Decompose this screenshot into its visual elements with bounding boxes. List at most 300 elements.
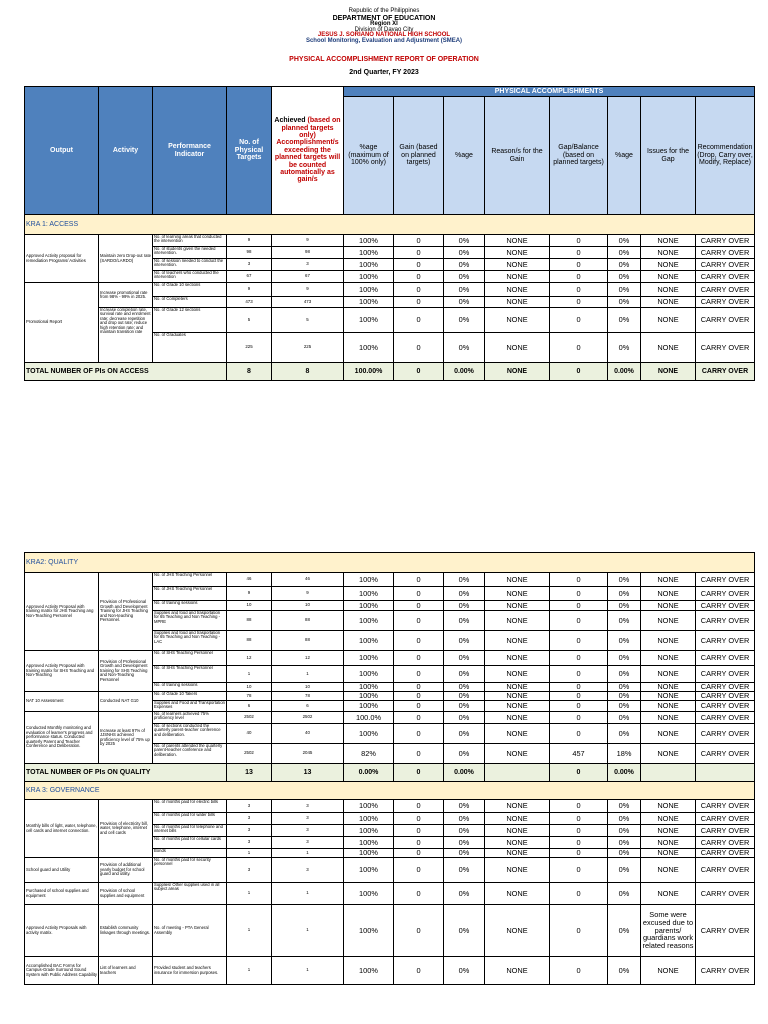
activity-cell: Increase at least 97% of JJSNHS achieved proficiency level of 75% up by 2025 <box>99 712 153 764</box>
col-issues: Issues for the Gap <box>641 97 696 215</box>
pct-gap-cell: 0% <box>608 573 641 587</box>
pct-cell: 100% <box>344 651 394 666</box>
pct-cell: 100% <box>344 631 394 651</box>
pct-gap-cell: 0% <box>608 651 641 666</box>
pct-gap-cell: 0% <box>608 837 641 849</box>
target-cell: 473 <box>227 297 272 308</box>
target-cell: 3 <box>227 825 272 837</box>
output-cell: Approved Activity Proposals with activity matrix. <box>25 905 99 957</box>
recommendation-cell: CARRY OVER <box>696 666 755 683</box>
pct-gap-cell: 0% <box>608 825 641 837</box>
achieved-cell: 473 <box>272 297 344 308</box>
pct-gain-cell: 0% <box>444 692 485 701</box>
pct-gain-cell: 0% <box>444 297 485 308</box>
pct-gain-cell: 0% <box>444 573 485 587</box>
issues-cell: NONE <box>641 573 696 587</box>
pct-gap-cell: 0% <box>608 813 641 825</box>
pct-gap-cell: 0% <box>608 247 641 259</box>
pct-cell: 100% <box>344 837 394 849</box>
pct-gain-cell: 0% <box>444 308 485 333</box>
col-gain: Gain (based on planned targets) <box>394 97 444 215</box>
total-issues <box>641 764 696 782</box>
total-gap: 0 <box>550 363 608 381</box>
total-label: TOTAL NUMBER OF PIs ON QUALITY <box>25 764 227 782</box>
target-cell: 1 <box>227 905 272 957</box>
gain-cell: 0 <box>394 611 444 631</box>
target-cell: 1 <box>227 666 272 683</box>
achieved-cell: 3 <box>272 813 344 825</box>
col-reason: Reason/s for the Gain <box>485 97 550 215</box>
gain-cell: 0 <box>394 858 444 883</box>
recommendation-cell: CARRY OVER <box>696 601 755 611</box>
issues-cell: NONE <box>641 724 696 744</box>
issues-cell: NONE <box>641 297 696 308</box>
pct-cell: 100% <box>344 849 394 858</box>
total-reason <box>485 764 550 782</box>
reason-cell: NONE <box>485 813 550 825</box>
col-targets: No. of Physical Targets <box>227 87 272 215</box>
achieved-cell: 3 <box>272 837 344 849</box>
gap-cell: 0 <box>550 573 608 587</box>
col-activity: Activity <box>99 87 153 215</box>
output-cell: Conducted Monthly monitoring and evaluation of learner's progress and performance status. Conducted quarterly Parent and Teacher Conference and Deliberation. <box>25 712 99 764</box>
pct-gain-cell: 0% <box>444 601 485 611</box>
indicator-cell: No. of months paid for telephone and internet bills <box>153 825 227 837</box>
gap-cell: 0 <box>550 651 608 666</box>
target-cell: 67 <box>227 271 272 283</box>
kra-title: KRA 3: GOVERNANCE <box>25 782 755 800</box>
reason-cell: NONE <box>485 587 550 601</box>
reason-cell: NONE <box>485 683 550 692</box>
output-cell: Accomplished BAC Forms for Campus-Grade Surround Sound System with Public Address Capability <box>25 957 99 985</box>
recommendation-cell: CARRY OVER <box>696 283 755 297</box>
reason-cell: NONE <box>485 849 550 858</box>
indicator-cell: No. of JHS Teaching Personnel <box>153 573 227 587</box>
col-gap: Gap/Balance (based on planned targets) <box>550 97 608 215</box>
recommendation-cell: CARRY OVER <box>696 957 755 985</box>
reason-cell: NONE <box>485 858 550 883</box>
pct-gain-cell: 0% <box>444 631 485 651</box>
issues-cell: NONE <box>641 611 696 631</box>
pct-gain-cell: 0% <box>444 825 485 837</box>
activity-cell: Establish community linkages through meetings. <box>99 905 153 957</box>
total-pct-gap: 0.00% <box>608 363 641 381</box>
indicator-cell: No. of learners achieved 75% proficiency level <box>153 712 227 724</box>
pct-gain-cell: 0% <box>444 651 485 666</box>
pct-cell: 82% <box>344 744 394 764</box>
total-issues: NONE <box>641 363 696 381</box>
achieved-cell: 1 <box>272 905 344 957</box>
gain-cell: 0 <box>394 813 444 825</box>
gap-cell: 0 <box>550 692 608 701</box>
reason-cell: NONE <box>485 744 550 764</box>
target-cell: 2502 <box>227 712 272 724</box>
target-cell: 5 <box>227 308 272 333</box>
reason-cell: NONE <box>485 651 550 666</box>
activity-cell: Increase completion rate, survival rate and enrolment rate; decrease repetition and drop out rate; reduce high retention rate; and maintain transition rate <box>99 308 153 363</box>
indicator-cell: No. of months paid for electric bills <box>153 800 227 813</box>
reason-cell: NONE <box>485 692 550 701</box>
pct-gain-cell: 0% <box>444 712 485 724</box>
pct-gain-cell: 0% <box>444 905 485 957</box>
activity-cell: Provision of Professional Growth and Development Training for JHS Teaching and Non-teaching Personnel. <box>99 573 153 651</box>
issues-cell: NONE <box>641 858 696 883</box>
total-achieved: 8 <box>272 363 344 381</box>
issues-cell: NONE <box>641 631 696 651</box>
total-reason: NONE <box>485 363 550 381</box>
pct-gap-cell: 0% <box>608 858 641 883</box>
gap-cell: 0 <box>550 247 608 259</box>
indicator-cell: No. of months paid for security personnel <box>153 858 227 883</box>
issues-cell: NONE <box>641 837 696 849</box>
gain-cell: 0 <box>394 957 444 985</box>
indicator-cell: No. of months paid for water bills <box>153 813 227 825</box>
department-line: DEPARTMENT OF EDUCATION <box>332 15 436 22</box>
issues-cell: NONE <box>641 744 696 764</box>
total-targets: 13 <box>227 764 272 782</box>
recommendation-cell: CARRY OVER <box>696 235 755 247</box>
gain-cell: 0 <box>394 744 444 764</box>
achieved-cell: 3 <box>272 825 344 837</box>
indicator-cell: Provided student and teachers insurance for immersion purposes. <box>153 957 227 985</box>
pct-gap-cell: 0% <box>608 333 641 363</box>
total-pct: 0.00% <box>344 764 394 782</box>
pct-cell: 100% <box>344 235 394 247</box>
pct-cell: 100% <box>344 683 394 692</box>
republic-line: Republic of the Philippines <box>348 8 420 14</box>
issues-cell: NONE <box>641 666 696 683</box>
pct-gap-cell: 0% <box>608 724 641 744</box>
target-cell: 1 <box>227 883 272 905</box>
gain-cell: 0 <box>394 601 444 611</box>
pct-cell: 100% <box>344 813 394 825</box>
kra-title: KRA2: QUALITY <box>25 553 755 573</box>
reason-cell: NONE <box>485 883 550 905</box>
col-recommendation: Recommendation (Drop, Carry over, Modify, Replace) <box>696 97 755 215</box>
recommendation-cell: CARRY OVER <box>696 813 755 825</box>
recommendation-cell: CARRY OVER <box>696 712 755 724</box>
achieved-cell: 9 <box>272 587 344 601</box>
achieved-cell: 9 <box>272 235 344 247</box>
pct-gap-cell: 0% <box>608 683 641 692</box>
recommendation-cell: CARRY OVER <box>696 308 755 333</box>
recommendation-cell: CARRY OVER <box>696 631 755 651</box>
gain-cell: 0 <box>394 837 444 849</box>
gap-cell: 0 <box>550 905 608 957</box>
recommendation-cell: CARRY OVER <box>696 651 755 666</box>
target-cell: 3 <box>227 858 272 883</box>
pct-cell: 100% <box>344 692 394 701</box>
issues-cell: NONE <box>641 333 696 363</box>
activity-cell: Provision of additional yearly budget for school guard and utility. <box>99 858 153 883</box>
reason-cell: NONE <box>485 283 550 297</box>
pct-cell: 100% <box>344 883 394 905</box>
col-indicator: Performance Indicator <box>153 87 227 215</box>
activity-cell: List of learners and teachers <box>99 957 153 985</box>
gap-cell: 0 <box>550 235 608 247</box>
total-pct: 100.00% <box>344 363 394 381</box>
indicator-cell: No. of months paid for cellular cards <box>153 837 227 849</box>
col-pct-gain: %age <box>444 97 485 215</box>
achieved-cell: 88 <box>272 611 344 631</box>
pct-cell: 100% <box>344 297 394 308</box>
pct-cell: 100% <box>344 800 394 813</box>
pct-gain-cell: 0% <box>444 701 485 712</box>
issues-cell: NONE <box>641 701 696 712</box>
target-cell: 9 <box>227 283 272 297</box>
issues-cell: NONE <box>641 800 696 813</box>
total-recommendation <box>696 764 755 782</box>
pct-cell: 100% <box>344 905 394 957</box>
pct-gap-cell: 0% <box>608 957 641 985</box>
gap-cell: 0 <box>550 297 608 308</box>
indicator-cell: No. of training sessions <box>153 601 227 611</box>
pct-gain-cell: 0% <box>444 259 485 271</box>
pct-gap-cell: 0% <box>608 692 641 701</box>
target-cell: 10 <box>227 683 272 692</box>
indicator-cell: No. of Graduates <box>153 333 227 363</box>
pct-cell: 100% <box>344 724 394 744</box>
indicator-cell: No. of session needed to conduct the intervention. <box>153 259 227 271</box>
reason-cell: NONE <box>485 333 550 363</box>
reason-cell: NONE <box>485 825 550 837</box>
gain-cell: 0 <box>394 683 444 692</box>
gap-cell: 0 <box>550 308 608 333</box>
pct-gain-cell: 0% <box>444 957 485 985</box>
gap-cell: 0 <box>550 825 608 837</box>
output-cell: Promotional Report <box>25 283 99 363</box>
issues-cell: NONE <box>641 601 696 611</box>
issues-cell: NONE <box>641 271 696 283</box>
reason-cell: NONE <box>485 235 550 247</box>
pct-cell: 100.0% <box>344 712 394 724</box>
pct-gap-cell: 0% <box>608 905 641 957</box>
pct-cell: 100% <box>344 858 394 883</box>
indicator-cell: No. of SHS Teaching Personnel <box>153 651 227 666</box>
target-cell: 9 <box>227 587 272 601</box>
recommendation-cell: CARRY OVER <box>696 883 755 905</box>
indicator-cell: No. of learning areas that conducted the intervention <box>153 235 227 247</box>
target-cell: 3 <box>227 259 272 271</box>
reason-cell: NONE <box>485 724 550 744</box>
report-period: 2nd Quarter, FY 2023 <box>349 69 419 76</box>
col-output: Output <box>25 87 99 215</box>
achieved-cell: 9 <box>272 283 344 297</box>
achieved-cell: 1 <box>272 849 344 858</box>
division-line: Division of Davao City <box>354 27 414 33</box>
indicator-cell: Supplies and food and trasportation for 65 Teaching and Non Teaching - MPRE <box>153 611 227 631</box>
achieved-cell: 2502 <box>272 712 344 724</box>
gain-cell: 0 <box>394 724 444 744</box>
gain-cell: 0 <box>394 666 444 683</box>
issues-cell: NONE <box>641 957 696 985</box>
achieved-cell: 1 <box>272 957 344 985</box>
recommendation-cell: CARRY OVER <box>696 724 755 744</box>
issues-cell: NONE <box>641 692 696 701</box>
gap-cell: 0 <box>550 858 608 883</box>
pct-cell: 100% <box>344 701 394 712</box>
issues-cell: Some were excused due to parents/ guardians work related reasons <box>641 905 696 957</box>
total-pct-gap: 0.00% <box>608 764 641 782</box>
pct-gain-cell: 0% <box>444 849 485 858</box>
reason-cell: NONE <box>485 712 550 724</box>
reason-cell: NONE <box>485 837 550 849</box>
target-cell: 3 <box>227 800 272 813</box>
gap-cell: 0 <box>550 666 608 683</box>
pct-gap-cell: 0% <box>608 283 641 297</box>
pct-gap-cell: 0% <box>608 297 641 308</box>
reason-cell: NONE <box>485 271 550 283</box>
pct-gain-cell: 0% <box>444 271 485 283</box>
pct-gap-cell: 0% <box>608 631 641 651</box>
total-targets: 8 <box>227 363 272 381</box>
gap-cell: 0 <box>550 800 608 813</box>
reason-cell: NONE <box>485 308 550 333</box>
gap-cell: 0 <box>550 712 608 724</box>
pct-gain-cell: 0% <box>444 333 485 363</box>
recommendation-cell: CARRY OVER <box>696 849 755 858</box>
pct-gain-cell: 0% <box>444 883 485 905</box>
achieved-cell: 3 <box>272 858 344 883</box>
gap-cell: 0 <box>550 333 608 363</box>
gain-cell: 0 <box>394 308 444 333</box>
pct-gap-cell: 0% <box>608 587 641 601</box>
pct-gap-cell: 0% <box>608 849 641 858</box>
pct-cell: 100% <box>344 587 394 601</box>
gap-cell: 0 <box>550 837 608 849</box>
indicator-cell: No. of training sessions <box>153 683 227 692</box>
gap-cell: 0 <box>550 631 608 651</box>
indicator-cell: No. of teachers who conducted the intervention <box>153 271 227 283</box>
gap-cell: 0 <box>550 849 608 858</box>
achieved-cell: 10 <box>272 683 344 692</box>
activity-cell: Maintain zero Drop-out rate (SARDO/LARDO) <box>99 235 153 283</box>
reason-cell: NONE <box>485 259 550 271</box>
issues-cell: NONE <box>641 813 696 825</box>
pct-gain-cell: 0% <box>444 611 485 631</box>
reason-cell: NONE <box>485 666 550 683</box>
indicator-cell: Supplies and Food and Transportation Expenses <box>153 701 227 712</box>
gain-cell: 0 <box>394 651 444 666</box>
gain-cell: 0 <box>394 692 444 701</box>
activity-cell: Provision of electricity bill, water, telephone, internet and cell cards <box>99 800 153 858</box>
gap-cell: 0 <box>550 271 608 283</box>
achieved-cell: 3 <box>272 800 344 813</box>
pct-gap-cell: 0% <box>608 259 641 271</box>
recommendation-cell: CARRY OVER <box>696 259 755 271</box>
reason-cell: NONE <box>485 957 550 985</box>
reason-cell: NONE <box>485 905 550 957</box>
issues-cell: NONE <box>641 883 696 905</box>
gain-cell: 0 <box>394 883 444 905</box>
achieved-cell: 98 <box>272 247 344 259</box>
pct-gap-cell: 0% <box>608 701 641 712</box>
reason-cell: NONE <box>485 601 550 611</box>
pct-gain-cell: 0% <box>444 800 485 813</box>
issues-cell: NONE <box>641 283 696 297</box>
recommendation-cell: CARRY OVER <box>696 611 755 631</box>
pct-gap-cell: 0% <box>608 601 641 611</box>
issues-cell: NONE <box>641 712 696 724</box>
pct-gain-cell: 0% <box>444 744 485 764</box>
gain-cell: 0 <box>394 701 444 712</box>
report-title: PHYSICAL ACCOMPLISHMENT REPORT OF OPERATION <box>289 56 479 63</box>
recommendation-cell: CARRY OVER <box>696 247 755 259</box>
recommendation-cell: CARRY OVER <box>696 837 755 849</box>
activity-cell: Conducted NAT G10 <box>99 692 153 712</box>
pct-gain-cell: 0% <box>444 235 485 247</box>
pct-cell: 100% <box>344 825 394 837</box>
target-cell: 46 <box>227 573 272 587</box>
pct-gap-cell: 0% <box>608 666 641 683</box>
recommendation-cell: CARRY OVER <box>696 701 755 712</box>
issues-cell: NONE <box>641 235 696 247</box>
output-cell: Approved Activity Proposal with training matrix for SHS Teaching and Non-Teaching <box>25 651 99 692</box>
gain-cell: 0 <box>394 849 444 858</box>
reason-cell: NONE <box>485 701 550 712</box>
reason-cell: NONE <box>485 247 550 259</box>
pct-cell: 100% <box>344 333 394 363</box>
pct-cell: 100% <box>344 247 394 259</box>
reason-cell: NONE <box>485 611 550 631</box>
indicator-cell: No. of JHS Teaching Personnel <box>153 587 227 601</box>
pct-cell: 100% <box>344 308 394 333</box>
pct-gain-cell: 0% <box>444 247 485 259</box>
total-achieved: 13 <box>272 764 344 782</box>
pct-gap-cell: 0% <box>608 712 641 724</box>
pct-gain-cell: 0% <box>444 837 485 849</box>
recommendation-cell: CARRY OVER <box>696 297 755 308</box>
achieved-cell: 1 <box>272 666 344 683</box>
total-pct-gain: 0.00% <box>444 764 485 782</box>
issues-cell: NONE <box>641 247 696 259</box>
output-cell: Purchased of school supplies and equipment <box>25 883 99 905</box>
reason-cell: NONE <box>485 297 550 308</box>
gain-cell: 0 <box>394 333 444 363</box>
achieved-cell: 6 <box>272 701 344 712</box>
activity-cell: Increase promotional rate from 98% - 99% in 2025. <box>99 283 153 308</box>
col-pct-max: %age (maximum of 100% only) <box>344 97 394 215</box>
indicator-cell: No. of students given the needed intervention. <box>153 247 227 259</box>
issues-cell: NONE <box>641 587 696 601</box>
indicator-cell: No. of Grade 10 sections <box>153 283 227 297</box>
recommendation-cell: CARRY OVER <box>696 905 755 957</box>
gap-cell: 0 <box>550 724 608 744</box>
achieved-cell: 46 <box>272 573 344 587</box>
recommendation-cell: CARRY OVER <box>696 744 755 764</box>
issues-cell: NONE <box>641 849 696 858</box>
issues-cell: NONE <box>641 259 696 271</box>
indicator-cell: Supplies and food and trasportation for 65 Teaching and Non Teaching - LAC <box>153 631 227 651</box>
reason-cell: NONE <box>485 800 550 813</box>
pct-gain-cell: 0% <box>444 683 485 692</box>
pct-gain-cell: 0% <box>444 283 485 297</box>
gain-cell: 0 <box>394 825 444 837</box>
target-cell: 88 <box>227 631 272 651</box>
total-pct-gain: 0.00% <box>444 363 485 381</box>
gain-cell: 0 <box>394 297 444 308</box>
recommendation-cell: CARRY OVER <box>696 692 755 701</box>
target-cell: 88 <box>227 611 272 631</box>
reason-cell: NONE <box>485 631 550 651</box>
issues-cell: NONE <box>641 308 696 333</box>
recommendation-cell: CARRY OVER <box>696 800 755 813</box>
recommendation-cell: CARRY OVER <box>696 683 755 692</box>
total-gain: 0 <box>394 363 444 381</box>
pct-cell: 100% <box>344 259 394 271</box>
indicator-cell: No. of Grade 12 sections <box>153 308 227 333</box>
pct-gain-cell: 0% <box>444 813 485 825</box>
